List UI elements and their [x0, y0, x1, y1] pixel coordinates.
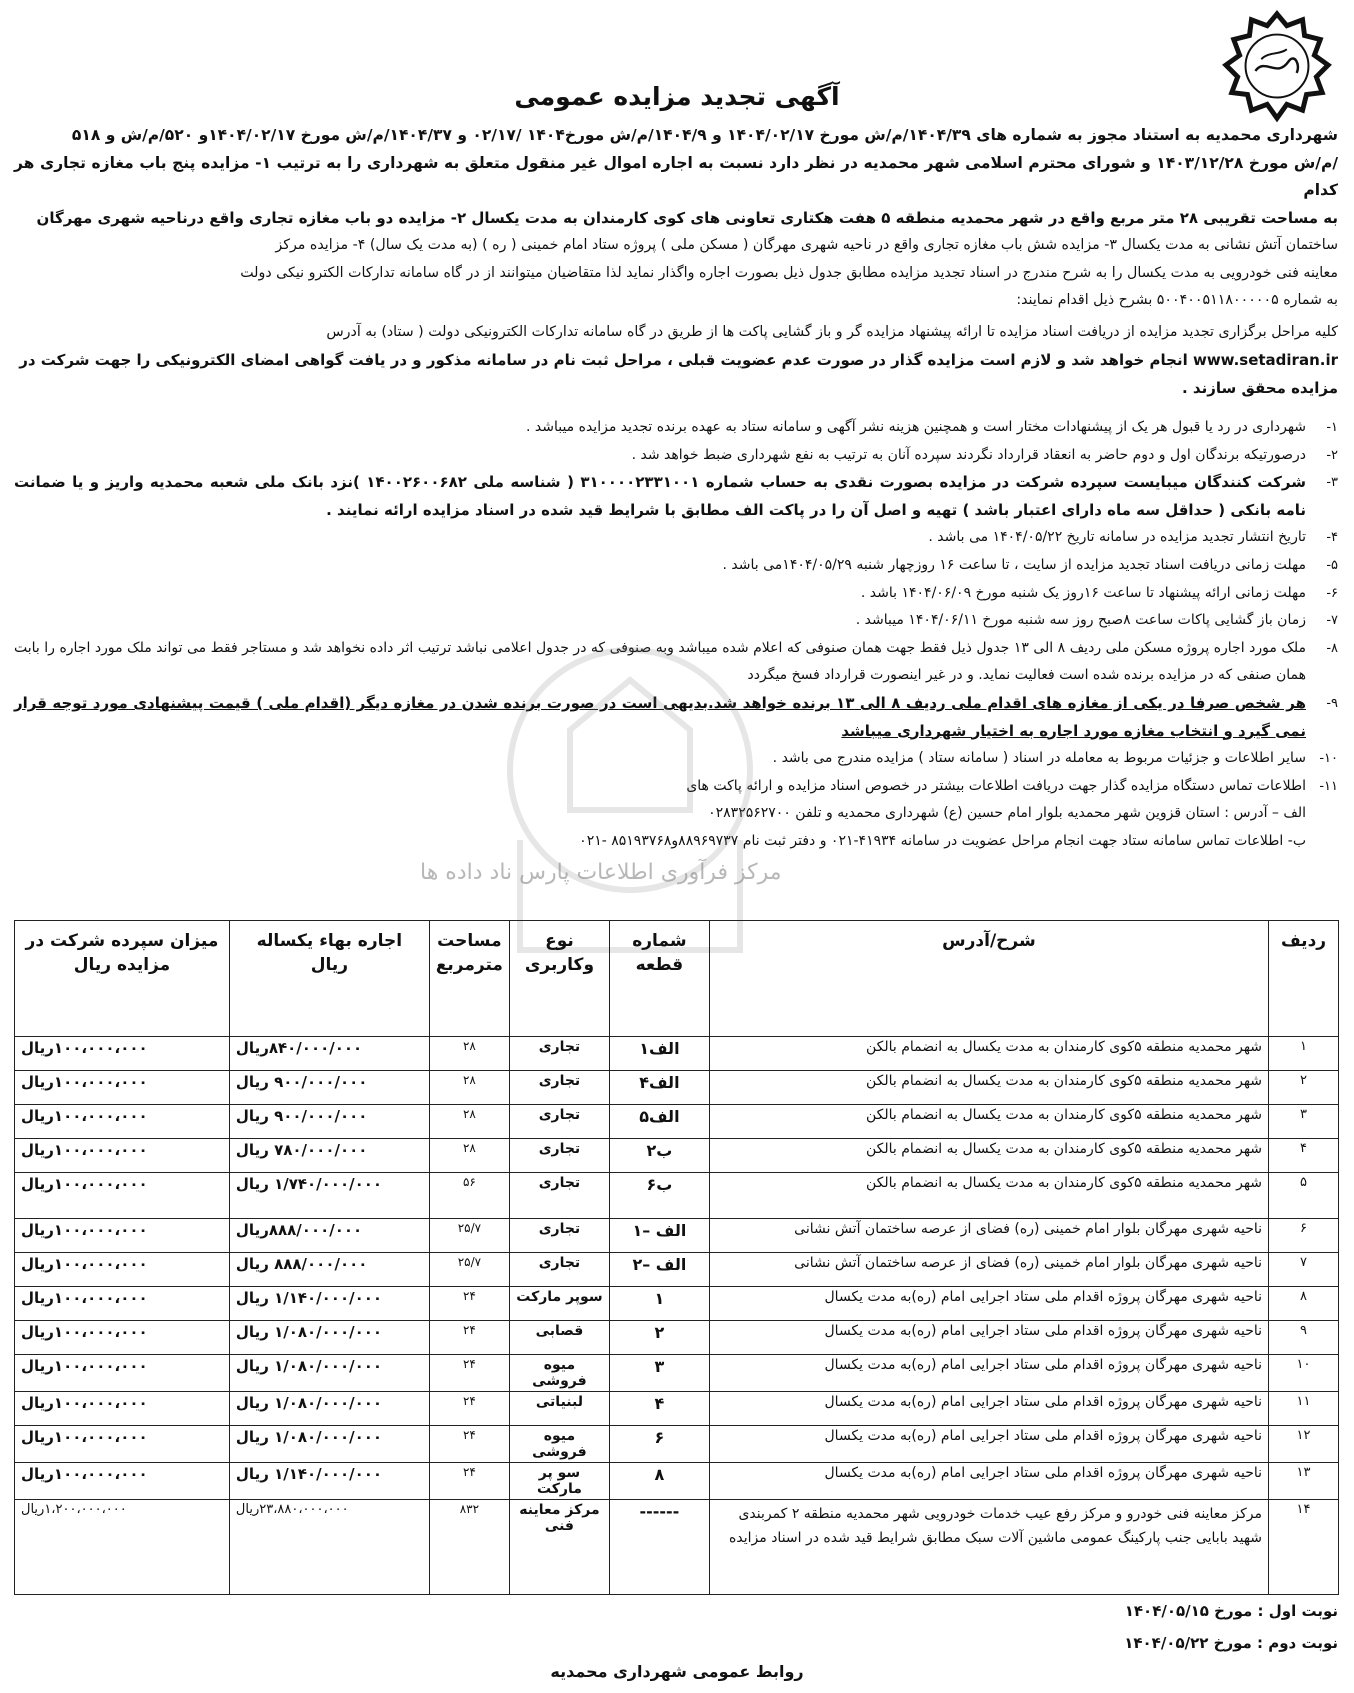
condition-item: [14, 469, 1338, 524]
usage-cell: قصابی: [509, 1321, 609, 1355]
area-cell: ۲۵/۷: [429, 1253, 509, 1287]
usage-cell: تجاری: [509, 1219, 609, 1253]
condition-text: درصورتیکه برندگان اول و دوم حاضر به انعقاد قرارداد نگردند سپرده آنان به ترتیب به نفع شهرداری ضبط خواهد شد .: [631, 446, 1306, 463]
usage-cell: تجاری: [509, 1071, 609, 1105]
condition-text: سایر اطلاعات و جزئیات مربوط به معامله در اسناد ( سامانه ستاد ) مزایده مندرج می باشد .: [772, 750, 1306, 767]
description-cell: مرکز معاینه فنی خودرو و مرکز رفع عیب خدمات خودرویی شهر محمدیه منطقه ۲ کمربندی شهید بابایی جنب پارکینگ عمومی ماشین آلات سبک مطابق شرایط قید شده در اسناد مزایده: [709, 1500, 1268, 1595]
description-cell: ناحیه شهری مهرگان پروژه اقدام ملی ستاد اجرایی امام (ره)به مدت یکسال: [709, 1463, 1268, 1500]
intro-line: /م/ش مورخ ۱۴۰۳/۱۲/۲۸ و شورای محترم اسلامی شهر محمدیه در نظر دارد نسبت به اجاره اموال غیر منقول متعلق به شهرداری را به ترتیب ۱- مزایده پنج باب مغازه تجاری هر کدام: [14, 153, 1338, 199]
annual-rent-cell: ۱/۰۸۰/۰۰۰/۰۰۰ ریال: [229, 1355, 429, 1392]
area-cell: ۲۵/۷: [429, 1219, 509, 1253]
area-cell: ۲۴: [429, 1392, 509, 1426]
condition-item: [14, 552, 1338, 580]
condition-item: [14, 580, 1338, 608]
condition-number: ۸-: [1326, 640, 1338, 656]
annual-rent-cell: ۱/۰۸۰/۰۰۰/۰۰۰ ریال: [229, 1321, 429, 1355]
description-cell: شهر محمدیه منطقه ۵کوی کارمندان به مدت یکسال به انضمام بالکن: [709, 1139, 1268, 1173]
row-number-cell: ۹: [1269, 1321, 1339, 1355]
table-row: [15, 1071, 1339, 1105]
header-annual-rent: اجاره بهاء یکساله ریال: [229, 921, 429, 1037]
deposit-cell: ۱۰۰،۰۰۰،۰۰۰ریال: [15, 1287, 230, 1321]
lot-number-cell: ۴: [609, 1392, 709, 1426]
condition-text: مهلت زمانی دریافت اسناد تجدید مزایده از سایت ، تا ساعت ۱۶ روزچهار شنبه ۱۴۰۴/۰۵/۲۹می باشد .: [722, 556, 1306, 573]
usage-cell: میوه فروشی: [509, 1355, 609, 1392]
lot-number-cell: الف –۱: [609, 1219, 709, 1253]
deposit-cell: ۱۰۰،۰۰۰،۰۰۰ریال: [15, 1392, 230, 1426]
lot-number-cell: ۸: [609, 1463, 709, 1500]
description-cell: شهر محمدیه منطقه ۵کوی کارمندان به مدت یکسال به انضمام بالکن: [709, 1173, 1268, 1219]
table-row: [15, 1253, 1339, 1287]
watermark-text: مرکز فرآوری اطلاعات پارس ناد داده ها: [420, 860, 782, 885]
deposit-cell: ۱۰۰،۰۰۰،۰۰۰ریال: [15, 1426, 230, 1463]
intro-line: معاینه فنی خودرویی به مدت یکسال را به شرح مندرج در اسناد تجدید مزایده مطابق جدول ذیل بصورت اجاره واگذار نماید لذا متقاضیان میتوانند از در گاه سامانه تدارکات الکترو نیکی دولت: [240, 264, 1338, 281]
intro-line: به شماره ۵۰۰۴۰۰۵۱۱۸۰۰۰۰۰۵ بشرح ذیل اقدام نمایند:: [1016, 292, 1338, 308]
annual-rent-cell: ۱/۱۴۰/۰۰۰/۰۰۰ ریال: [229, 1287, 429, 1321]
table-row: [15, 1500, 1339, 1595]
description-cell: ناحیه شهری مهرگان پروژه اقدام ملی ستاد اجرایی امام (ره)به مدت یکسال: [709, 1355, 1268, 1392]
area-cell: ۲۴: [429, 1463, 509, 1500]
lot-number-cell: ۳: [609, 1355, 709, 1392]
condition-item: [14, 442, 1338, 470]
header-description: شرح/آدرس: [709, 921, 1268, 1037]
first-publication: نوبت اول : مورخ ۱۴۰۴/۰۵/۱۵: [1124, 1602, 1338, 1620]
lot-number-cell: ب۲: [609, 1139, 709, 1173]
table-row: [15, 1355, 1339, 1392]
signature: روابط عمومی شهرداری محمدیه: [550, 1662, 804, 1681]
area-cell: ۲۸: [429, 1071, 509, 1105]
table-row: [15, 1219, 1339, 1253]
condition-number: ۱-: [1326, 420, 1338, 435]
row-number-cell: ۱۲: [1269, 1426, 1339, 1463]
row-number-cell: ۵: [1269, 1173, 1339, 1219]
lot-number-cell: الف۵: [609, 1105, 709, 1139]
row-number-cell: ۳: [1269, 1105, 1339, 1139]
table-row: [15, 1037, 1339, 1071]
table-row: [15, 1392, 1339, 1426]
header-lot-number: شماره قطعه: [609, 921, 709, 1037]
deposit-cell: ۱۰۰،۰۰۰،۰۰۰ریال: [15, 1071, 230, 1105]
condition-text: ملک مورد اجاره پروژه مسکن ملی ردیف ۸ الی ۱۳ جدول ذیل فقط جهت همان صنوفی که اعلام شده میباشد وبه صنوفی که در جدول اعلامی نباشد ترتیب اثر داده نخواهد شد و مستاجر فقط می تواند ملک مورد اجاره را بابت همان صنفی که در مزایده برنده شده است فعالیت نماید. و در غیر اینصورت قرارداد فسخ میگردد: [14, 639, 1306, 684]
condition-item: [14, 524, 1338, 552]
annual-rent-cell: ۹۰۰/۰۰۰/۰۰۰ ریال: [229, 1071, 429, 1105]
intro-line: شهرداری محمدیه به استناد مجوز به شماره های ۱۴۰۴/۳۹/م/ش مورخ ۱۴۰۴/۰۲/۱۷ و ۱۴۰۴/۹/م/ش مورخ۱۴۰۴ /۰۲/۱۷ و ۱۴۰۴/۳۷/م/ش مورخ ۱۴۰۴/۰۲/۱۷و ۵۲۰/م/ش و ۵۱۸: [71, 126, 1338, 144]
deposit-cell: ۱۰۰،۰۰۰،۰۰۰ریال: [15, 1321, 230, 1355]
row-number-cell: ۱۴: [1269, 1500, 1339, 1595]
header-area: مساحت مترمربع: [429, 921, 509, 1037]
description-cell: شهر محمدیه منطقه ۵کوی کارمندان به مدت یکسال به انضمام بالکن: [709, 1037, 1268, 1071]
lot-number-cell: ۶: [609, 1426, 709, 1463]
row-number-cell: ۷: [1269, 1253, 1339, 1287]
annual-rent-cell: ۸۴۰/۰۰۰/۰۰۰ریال: [229, 1037, 429, 1071]
annual-rent-cell: ۱/۱۴۰/۰۰۰/۰۰۰ ریال: [229, 1463, 429, 1500]
header-usage: نوع وکاربری: [509, 921, 609, 1037]
deposit-cell: ۱۰۰،۰۰۰،۰۰۰ریال: [15, 1037, 230, 1071]
deposit-cell: ۱۰۰،۰۰۰،۰۰۰ریال: [15, 1253, 230, 1287]
condition-item: [14, 745, 1338, 773]
row-number-cell: ۱۱: [1269, 1392, 1339, 1426]
condition-number: ۹-: [1326, 695, 1338, 711]
deposit-cell: ۱۰۰،۰۰۰،۰۰۰ریال: [15, 1355, 230, 1392]
lot-number-cell: ۲: [609, 1321, 709, 1355]
table-body: [15, 1037, 1339, 1595]
usage-cell: تجاری: [509, 1173, 609, 1219]
usage-cell: مرکز معاینه فنی: [509, 1500, 609, 1595]
deposit-cell: ۱،۲۰۰،۰۰۰،۰۰۰ریال: [15, 1500, 230, 1595]
condition-number: ۱۰-: [1319, 751, 1338, 767]
lot-number-cell: ------: [609, 1500, 709, 1595]
deposit-cell: ۱۰۰،۰۰۰،۰۰۰ریال: [15, 1173, 230, 1219]
table-row: [15, 1105, 1339, 1139]
condition-number: ۳-: [1326, 475, 1338, 491]
area-cell: ۲۴: [429, 1287, 509, 1321]
contact-address: الف – آدرس : استان قزوین شهر محمدیه بلوار امام حسین (ع) شهرداری محمدیه و تلفن ۰۲۸۳۲۵۶۲۷۰۰: [708, 805, 1306, 822]
annual-rent-cell: ۹۰۰/۰۰۰/۰۰۰ ریال: [229, 1105, 429, 1139]
row-number-cell: ۱۳: [1269, 1463, 1339, 1500]
usage-cell: سو پر مارکت: [509, 1463, 609, 1500]
description-cell: شهر محمدیه منطقه ۵کوی کارمندان به مدت یکسال به انضمام بالکن: [709, 1071, 1268, 1105]
area-cell: ۲۴: [429, 1355, 509, 1392]
intro-paragraph: [14, 122, 1338, 315]
condition-text: زمان باز گشایی پاکات ساعت ۸صبح روز سه شنبه مورخ ۱۴۰۴/۰۶/۱۱ میباشد .: [855, 612, 1306, 629]
area-cell: ۲۸: [429, 1105, 509, 1139]
table-row: [15, 1287, 1339, 1321]
usage-cell: تجاری: [509, 1139, 609, 1173]
conditions-list: [14, 414, 1338, 856]
intro-line: ساختمان آتش نشانی به مدت یکسال ۳- مزایده شش باب مغازه تجاری واقع در ناحیه شهری مهرگان ( مسکن ملی ) پروژه ستاد امام خمینی ( ره ) (به مدت یک سال) ۴- مزایده مرکز: [275, 237, 1338, 253]
condition-item: [14, 414, 1338, 442]
table-row: [15, 1463, 1339, 1500]
condition-text: تاریخ انتشار تجدید مزایده در سامانه تاریخ ۱۴۰۴/۰۵/۲۲ می باشد .: [928, 529, 1306, 546]
condition-item: [14, 635, 1338, 690]
deposit-cell: ۱۰۰،۰۰۰،۰۰۰ریال: [15, 1105, 230, 1139]
deposit-cell: ۱۰۰،۰۰۰،۰۰۰ریال: [15, 1463, 230, 1500]
condition-item: [14, 773, 1338, 801]
condition-text: شهرداری در رد یا قبول هر یک از پیشنهادات مختار است و همچنین هزینه نشر آگهی و سامانه ستاد به عهده برنده تجدید مزایده میباشد .: [525, 419, 1306, 435]
annual-rent-cell: ۱/۷۴۰/۰۰۰/۰۰۰ ریال: [229, 1173, 429, 1219]
condition-number: ۴-: [1326, 530, 1338, 546]
area-cell: ۵۶: [429, 1173, 509, 1219]
usage-cell: تجاری: [509, 1037, 609, 1071]
contact-setad: ب- اطلاعات تماس سامانه ستاد جهت انجام مراحل عضویت در سامانه ۴۱۹۳۴-۰۲۱ و دفتر ثبت نام ۸۸۹۶۹۷۳۷و۸۵۱۹۳۷۶۸ -۰۲۱: [579, 832, 1306, 849]
stages-line: کلیه مراحل برگزاری تجدید مزایده از دریافت اسناد مزایده تا ارائه پیشنهاد مزایده گر و باز گشایی پاکت ها از طریق در گاه سامانه تدارکات الکترونیکی دولت ( ستاد) به آدرس: [326, 324, 1338, 340]
table-row: [15, 1426, 1339, 1463]
row-number-cell: ۱: [1269, 1037, 1339, 1071]
condition-text: شرکت کنندگان میبایست سپرده شرکت در مزایده بصورت نقدی به حساب شماره ۳۱۰۰۰۰۲۳۳۱۰۰۱ ( شناسه ملی ۱۴۰۰۲۶۰۰۶۸۲ )نزد بانک ملی شعبه محمدیه واریز و یا ضمانت نامه بانکی ( حداقل سه ماه دارای اعتبار باشد ) تهیه و اصل آن را در پاکت الف مطابق با شرایط قید شده در اسناد مزایده ارائه نمایند .: [14, 473, 1306, 519]
stages-line: مزایده محقق سازند .: [1181, 379, 1338, 397]
lot-number-cell: الف۴: [609, 1071, 709, 1105]
stages-line: www.setadiran.ir انجام خواهد شد و لازم است مزایده گذار در صورت عدم عضویت قبلی ، مراحل ثبت نام در سامانه مذکور و در یافت گواهی امضای الکترونیکی را جهت شرکت در: [19, 351, 1338, 369]
description-cell: ناحیه شهری مهرگان بلوار امام خمینی (ره) فضای از عرصه ساختمان آتش نشانی: [709, 1253, 1268, 1287]
lot-number-cell: ب۶: [609, 1173, 709, 1219]
row-number-cell: ۴: [1269, 1139, 1339, 1173]
annual-rent-cell: ۲۳،۸۸۰،۰۰۰،۰۰۰ریال: [229, 1500, 429, 1595]
header-deposit: میزان سپرده شرکت در مزایده ریال: [15, 921, 230, 1037]
condition-item: [14, 607, 1338, 635]
lot-number-cell: الف –۲: [609, 1253, 709, 1287]
header-row-number: ردیف: [1269, 921, 1339, 1037]
condition-text: مهلت زمانی ارائه پیشنهاد تا ساعت ۱۶روز یک شنبه مورخ ۱۴۰۴/۰۶/۰۹ باشد .: [860, 584, 1306, 601]
second-publication: نوبت دوم : مورخ ۱۴۰۴/۰۵/۲۲: [1124, 1634, 1338, 1652]
auction-table: [14, 920, 1339, 1595]
table-row: [15, 1321, 1339, 1355]
deposit-cell: ۱۰۰،۰۰۰،۰۰۰ریال: [15, 1139, 230, 1173]
condition-number: ۶-: [1326, 585, 1338, 601]
description-cell: ناحیه شهری مهرگان پروژه اقدام ملی ستاد اجرایی امام (ره)به مدت یکسال: [709, 1321, 1268, 1355]
usage-cell: سوپر مارکت: [509, 1287, 609, 1321]
description-cell: شهر محمدیه منطقه ۵کوی کارمندان به مدت یکسال به انضمام بالکن: [709, 1105, 1268, 1139]
lot-number-cell: ۱: [609, 1287, 709, 1321]
table-row: [15, 1173, 1339, 1219]
description-cell: ناحیه شهری مهرگان بلوار امام خمینی (ره) فضای از عرصه ساختمان آتش نشانی: [709, 1219, 1268, 1253]
lot-number-cell: الف۱: [609, 1037, 709, 1071]
condition-text: اطلاعات تماس دستگاه مزایده گذار جهت دریافت اطلاعات بیشتر در خصوص اسناد مزایده و ارائه پاکت های: [686, 777, 1306, 794]
row-number-cell: ۶: [1269, 1219, 1339, 1253]
annual-rent-cell: ۸۸۸/۰۰۰/۰۰۰ ریال: [229, 1253, 429, 1287]
row-number-cell: ۲: [1269, 1071, 1339, 1105]
usage-cell: میوه فروشی: [509, 1426, 609, 1463]
stages-paragraph: [14, 318, 1338, 402]
annual-rent-cell: ۱/۰۸۰/۰۰۰/۰۰۰ ریال: [229, 1392, 429, 1426]
area-cell: ۲۴: [429, 1321, 509, 1355]
condition-item: [14, 690, 1338, 745]
condition-text: هر شخص صرفا در یکی از مغازه های اقدام ملی ردیف ۸ الی ۱۳ برنده خواهد شد.بدیهی است در صورت برنده شدن در مغازه دیگر (اقدام ملی ) قیمت پیشنهادی مورد توجه قرار نمی گیرد و انتخاب مغازه مورد اجاره به اختیار شهرداری میباشد: [14, 693, 1306, 740]
intro-line: به مساحت تقریبی ۲۸ متر مربع واقع در شهر محمدیه منطقه ۵ هفت هکتاری تعاونی های کوی کارمندان به مدت یکسال ۲- مزایده دو باب مغازه تجاری واقع درناحیه شهری مهرگان: [36, 208, 1338, 227]
area-cell: ۲۴: [429, 1426, 509, 1463]
table-header-row: [15, 921, 1339, 1037]
area-cell: ۸۳۲: [429, 1500, 509, 1595]
usage-cell: لبنیاتی: [509, 1392, 609, 1426]
area-cell: ۲۸: [429, 1037, 509, 1071]
row-number-cell: ۱۰: [1269, 1355, 1339, 1392]
description-cell: ناحیه شهری مهرگان پروژه اقدام ملی ستاد اجرایی امام (ره)به مدت یکسال: [709, 1287, 1268, 1321]
usage-cell: تجاری: [509, 1253, 609, 1287]
area-cell: ۲۸: [429, 1139, 509, 1173]
notice-title: آگهی تجدید مزایده عمومی: [514, 82, 840, 111]
publication-dates: [1124, 1598, 1338, 1662]
table-row: [15, 1139, 1339, 1173]
usage-cell: تجاری: [509, 1105, 609, 1139]
deposit-cell: ۱۰۰،۰۰۰،۰۰۰ریال: [15, 1219, 230, 1253]
row-number-cell: ۸: [1269, 1287, 1339, 1321]
condition-number: ۱۱-: [1319, 778, 1338, 794]
condition-number: ۲-: [1326, 447, 1338, 463]
description-cell: ناحیه شهری مهرگان پروژه اقدام ملی ستاد اجرایی امام (ره)به مدت یکسال: [709, 1426, 1268, 1463]
annual-rent-cell: ۸۸۸/۰۰۰/۰۰۰ریال: [229, 1219, 429, 1253]
description-cell: ناحیه شهری مهرگان پروژه اقدام ملی ستاد اجرایی امام (ره)به مدت یکسال: [709, 1392, 1268, 1426]
annual-rent-cell: ۷۸۰/۰۰۰/۰۰۰ ریال: [229, 1139, 429, 1173]
condition-number: ۷-: [1326, 613, 1338, 629]
annual-rent-cell: ۱/۰۸۰/۰۰۰/۰۰۰ ریال: [229, 1426, 429, 1463]
condition-number: ۵-: [1326, 557, 1338, 573]
